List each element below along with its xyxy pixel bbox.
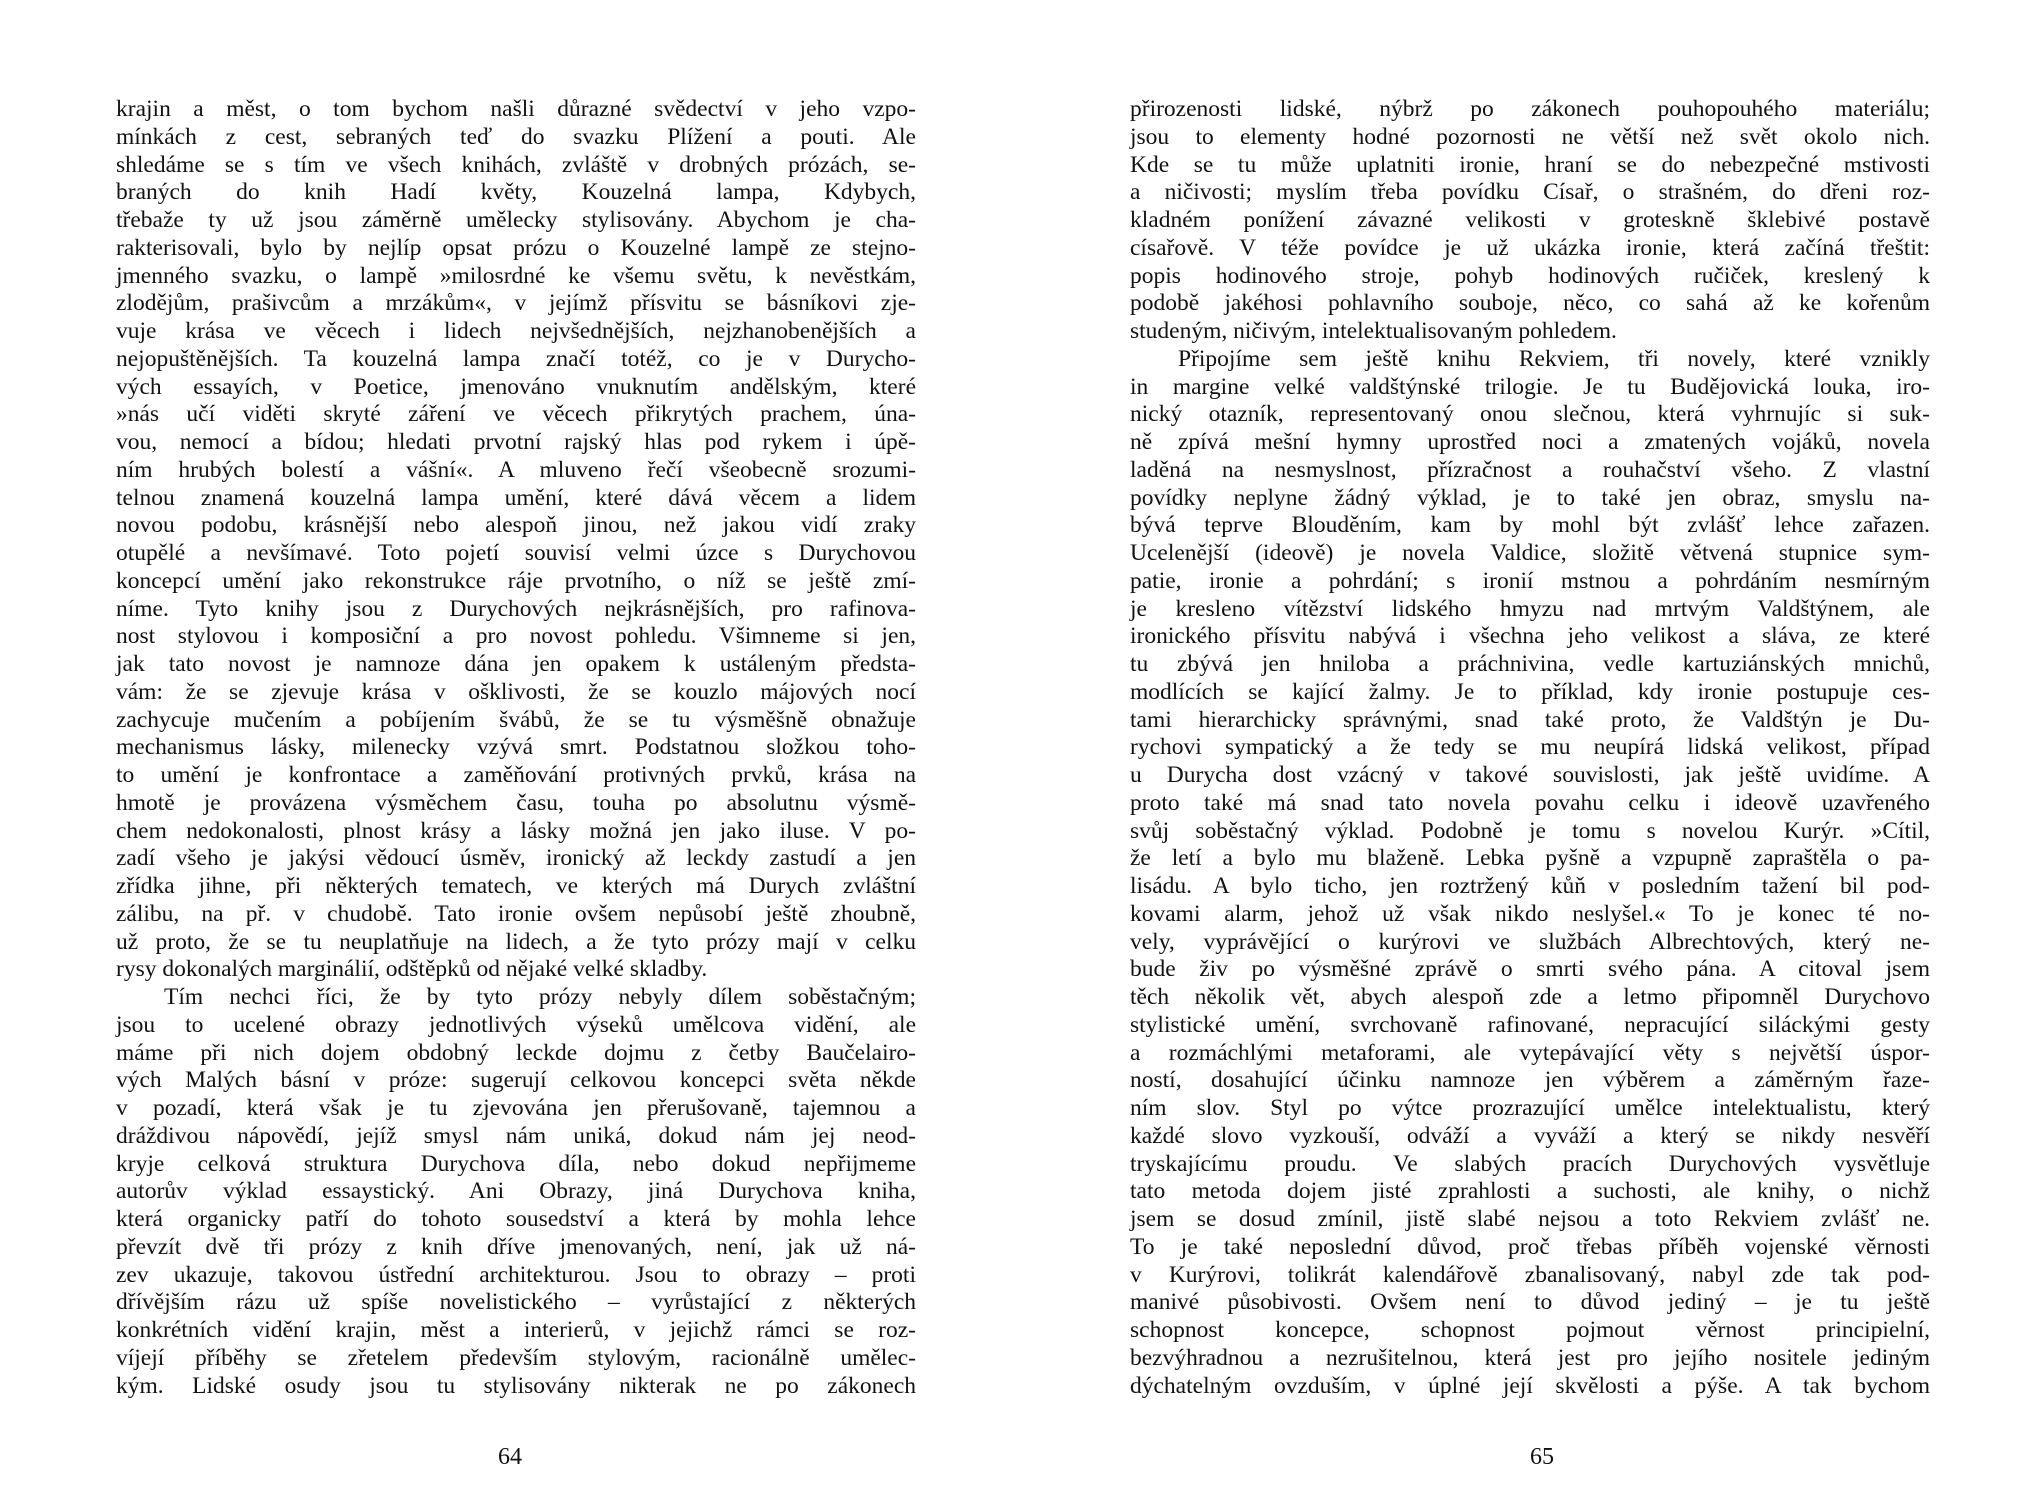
text-line: ně zpívá mešní hymny uprostřed noci a zmatených vojáků, novela: [1130, 429, 1930, 455]
text-line: nost stylovou i komposiční a pro novost pohledu. Všimneme si jen,: [116, 623, 916, 650]
text-line: Tím nechci říci, že by tyto prózy nebyly dílem soběstačným;: [164, 984, 916, 1010]
text-line: zachycuje mučením a pobíjením švábů, že se tu výsměšně obnažuje: [116, 706, 916, 733]
text-line: hmotě je provázena výsměchem času, touha po absolutnu výsmě-: [116, 789, 916, 816]
text-line: kladném ponížení závazné velikosti v groteskně šklebivé postavě: [1130, 207, 1930, 233]
text-line: telnou znamená kouzelná lampa umění, které dává věcem a lidem: [116, 484, 916, 511]
text-line: novou podobu, krásnější nebo alespoň jinou, než jakou vidí zraky: [116, 512, 916, 539]
text-line: už proto, že se tu neuplatňuje na lidech, a že tyto prózy mají v celku: [116, 928, 916, 955]
text-line: víjejí příběhy se zřetelem především stylovým, racionálně umělec-: [116, 1344, 916, 1371]
text-line: Ucelenější (ideově) je novela Valdice, složitě větvená stupnice sym-: [1130, 540, 1930, 566]
text-line: shledáme se s tím ve všech knihách, zvláště v drobných prózách, se-: [116, 151, 916, 178]
text-line: a rozmáchlými metaforami, ale vytepávající věty s největší úspor-: [1130, 1039, 1930, 1066]
text-line: lisádu. A bylo ticho, jen roztržený kůň v posledním tažení bil pod-: [1130, 873, 1930, 899]
text-line: bezvýhradnou a nezrušitelnou, která jest pro jejího nositele jediným: [1130, 1344, 1930, 1371]
text-line: manivé působivosti. Ovšem není to důvod jediný – je tu ještě: [1130, 1289, 1930, 1316]
text-line: níme. Tyto knihy jsou z Durychových nejkrásnějších, pro rafinova-: [116, 595, 916, 622]
text-line: ironického přísvitu nabývá i všechna jeho velikost a sláva, ze které: [1130, 623, 1930, 650]
text-line: která organicky patří do tohoto sousedství a která by mohla lehce: [116, 1206, 916, 1232]
page-number-left: 64: [498, 1444, 522, 1470]
text-line: že letí a bylo mu blaženě. Lebka pyšně a vzpupně zapraštěla o pa-: [1130, 845, 1930, 872]
text-line: jmenného svazku, o lampě »milosrdné ke všemu světu, k nevěstkám,: [116, 262, 916, 289]
text-line: přirozenosti lidské, nýbrž po zákonech pouhopouhého materiálu;: [1130, 96, 1930, 122]
text-line: rychovi sympatický a že tedy se mu neupírá lidská velikost, případ: [1130, 734, 1930, 761]
text-line: kovami alarm, jehož už však nikdo neslyšel.« To je konec té no-: [1130, 900, 1930, 927]
text-line: laděná na nesmyslnost, přízračnost a rouhačství všeho. Z vlastní: [1130, 456, 1930, 483]
text-line: u Durycha dost vzácný v takové souvislosti, jak ještě uvidíme. A: [1130, 762, 1930, 788]
text-line: bývá teprve Blouděním, kam by mohl být zvlášť lehce zařazen.: [1130, 512, 1930, 539]
text-line: zadí všeho je jakýsi vědoucí úsměv, ironický až leckdy zastudí a jen: [116, 845, 916, 872]
text-line: vou, nemocí a bídou; hledati prvotní rajský hlas pod rykem i úpě-: [116, 429, 916, 455]
text-line: vám: že se zjevuje krása v ošklivosti, že se kouzlo májových nocí: [116, 678, 916, 705]
text-line: proto také má snad tato novela povahu celku i ideově uzavřeného: [1130, 789, 1930, 816]
text-line: vých Malých básní v próze: sugerují celkovou koncepci světa někde: [116, 1067, 916, 1094]
text-line: každé slovo vyzkouší, odváží a vyváží a který se nikdy nesvěří: [1130, 1122, 1930, 1149]
text-line: převzít dvě tři prózy z knih dříve jmenovaných, není, jak už ná-: [116, 1233, 916, 1260]
left-page-text: [116, 96, 916, 1400]
text-line: tato metoda dojem jisté zprahlosti a suchosti, ale knihy, o nichž: [1130, 1178, 1930, 1205]
text-line: je kresleno vítězství lidského hmyzu nad mrtvým Valdštýnem, ale: [1130, 595, 1930, 622]
text-line: schopnost koncepce, schopnost pojmout věrnost principielní,: [1130, 1317, 1930, 1343]
text-line: braných do knih Hadí květy, Kouzelná lampa, Kdybych,: [116, 179, 916, 206]
text-line: modlících se kající žalmy. Je to příklad, kdy ironie postupuje ces-: [1130, 678, 1930, 705]
text-line: otupělé a nevšímavé. Toto pojetí souvisí velmi úzce s Durychovou: [116, 540, 916, 566]
text-line: tu zbývá jen hniloba a práchnivina, vedle kartuziánských mnichů,: [1130, 651, 1930, 677]
text-line: svůj soběstačný výklad. Podobně je tomu s novelou Kurýr. »Cítil,: [1130, 817, 1930, 844]
text-line: jak tato novost je namnoze dána jen opakem k ustáleným předsta-: [116, 651, 916, 677]
text-line: těch několik vět, abych alespoň zde a letmo připomněl Durychovo: [1130, 984, 1930, 1010]
text-line: nický otazník, representovaný onou slečnou, která vyhrnujíc si suk-: [1130, 401, 1930, 428]
text-line: máme při nich dojem obdobný leckde dojmu z četby Baučelairo-: [116, 1039, 916, 1066]
text-line: kryje celková struktura Durychova díla, nebo dokud nepřijmeme: [116, 1150, 916, 1177]
text-line: ním slov. Styl po výtce prozrazující umělce intelektualistu, který: [1130, 1095, 1930, 1121]
text-line: rakterisovali, bylo by nejlíp opsat prózu o Kouzelné lampě ze stejno-: [116, 234, 916, 261]
text-line: Připojíme sem ještě knihu Rekviem, tři novely, které vznikly: [1178, 345, 1930, 372]
text-line: koncepcí umění jako rekonstrukce ráje prvotního, o níž se ještě zmí-: [116, 567, 916, 594]
text-line: Kde se tu může uplatniti ironie, hraní se do nebezpečné mstivosti: [1130, 151, 1930, 178]
text-line: jsem se dosud zmínil, jistě slabé nejsou a toto Rekviem zvlášť ne.: [1130, 1206, 1930, 1232]
text-line: třebaže ty už jsou záměrně umělecky stylisovány. Abychom je cha-: [116, 207, 916, 233]
text-line: mínkách z cest, sebraných teď do svazku Plížení a pouti. Ale: [116, 123, 916, 150]
page-number-right: 65: [1530, 1444, 1554, 1470]
text-line: zlodějům, prašivcům a mrzákům«, v jejímž přísvitu se básníkovi zje-: [116, 290, 916, 317]
text-line: kým. Lidské osudy jsou tu stylisovány nikterak ne po zákonech: [116, 1372, 916, 1399]
text-line: ním hrubých bolestí a vášní«. A mluveno řečí všeobecně srozumi-: [116, 456, 916, 483]
text-line: dráždivou nápovědí, jejíž smysl nám uniká, dokud nám jej neod-: [116, 1122, 916, 1149]
text-line: a ničivosti; myslím třeba povídku Císař, o strašném, do dřeni roz-: [1130, 179, 1930, 206]
text-line: »nás učí viděti skryté záření ve věcech přikrytých prachem, úna-: [116, 401, 916, 428]
text-line: tryskajícímu proudu. Ve slabých pracích Durychových vysvětluje: [1130, 1150, 1930, 1177]
text-line: konkrétních vidění krajin, měst a interierů, v jejichž rámci se roz-: [116, 1317, 916, 1343]
text-line: císařově. V téže povídce je už ukázka ironie, která začíná třeštit:: [1130, 234, 1930, 261]
text-line: jsou to elementy hodné pozornosti ne větší než svět okolo nich.: [1130, 123, 1930, 150]
text-line: to umění je konfrontace a zaměňování protivných prvků, krása na: [116, 762, 916, 788]
text-line: bude živ po výsměšné zprávě o smrti svého pána. A citoval jsem: [1130, 956, 1930, 983]
text-line: mechanismus lásky, milenecky vzývá smrt. Podstatnou složkou toho-: [116, 734, 916, 761]
text-line: v Kurýrovi, tolikrát kalendářově zbanalisovaný, nabyl zde tak pod-: [1130, 1261, 1930, 1288]
text-line: jsou to ucelené obrazy jednotlivých výseků umělcova vidění, ale: [116, 1011, 916, 1038]
text-line: To je také neposlední důvod, proč třebas příběh vojenské věrnosti: [1130, 1233, 1930, 1260]
text-line: autorův výklad essaystický. Ani Obrazy, jiná Durychova kniha,: [116, 1178, 916, 1205]
text-line: studeným, ničivým, intelektualisovaným pohledem.: [1130, 318, 1617, 344]
text-line: podobě jakéhosi pohlavního souboje, něco, co sahá až ke kořenům: [1130, 290, 1930, 317]
text-line: ností, dosahující účinku namnoze jen výběrem a záměrným řaze-: [1130, 1067, 1930, 1094]
text-line: v pozadí, která však je tu zjevována jen přerušovaně, tajemnou a: [116, 1095, 916, 1121]
text-line: popis hodinového stroje, pohyb hodinových ručiček, kreslený k: [1130, 262, 1930, 289]
text-line: vých essayích, v Poetice, jmenováno vnuknutím andělským, které: [116, 373, 916, 400]
text-line: povídky neplyne žádný výklad, je to také jen obraz, smyslu na-: [1130, 484, 1930, 511]
text-line: stylistické umění, svrchovaně rafinované, nepracující siláckými gesty: [1130, 1011, 1930, 1038]
text-line: dřívějším rázu už spíše novelistického – vyrůstající z některých: [116, 1289, 916, 1316]
text-line: dýchatelným ovzduším, v úplné její skvělosti a pýše. A tak bychom: [1130, 1372, 1930, 1399]
text-line: vuje krása ve věcech i lidech nejvšednějších, nejzhanobenějších a: [116, 318, 916, 344]
right-page-text: [1130, 96, 1930, 1400]
text-line: vely, vyprávějící o kurýrovi ve službách Albrechtových, který ne-: [1130, 928, 1930, 955]
text-line: in margine velké valdštýnské trilogie. Je tu Budějovická louka, iro-: [1130, 373, 1930, 400]
text-line: zálibu, na př. v chudobě. Tato ironie ovšem nepůsobí ještě zhoubně,: [116, 900, 916, 927]
text-line: krajin a měst, o tom bychom našli důrazné svědectví v jeho vzpo-: [116, 96, 916, 122]
text-line: chem nedokonalosti, plnost krásy a lásky možná jen jako iluse. V po-: [116, 817, 916, 844]
text-line: rysy dokonalých marginálií, odštěpků od nějaké velké skladby.: [116, 956, 708, 983]
text-line: zev ukazuje, takovou ústřední architekturou. Jsou to obrazy – proti: [116, 1261, 916, 1288]
text-line: zřídka jihne, při některých tematech, ve kterých má Durych zvláštní: [116, 873, 916, 899]
text-line: tami hierarchicky správnými, snad také proto, že Valdštýn je Du-: [1130, 706, 1930, 733]
text-line: patie, ironie a pohrdání; s ironií mstnou a pohrdáním nesmírným: [1130, 567, 1930, 594]
text-line: nejopuštěnějších. Ta kouzelná lampa značí totéž, co je v Durycho-: [116, 345, 916, 372]
